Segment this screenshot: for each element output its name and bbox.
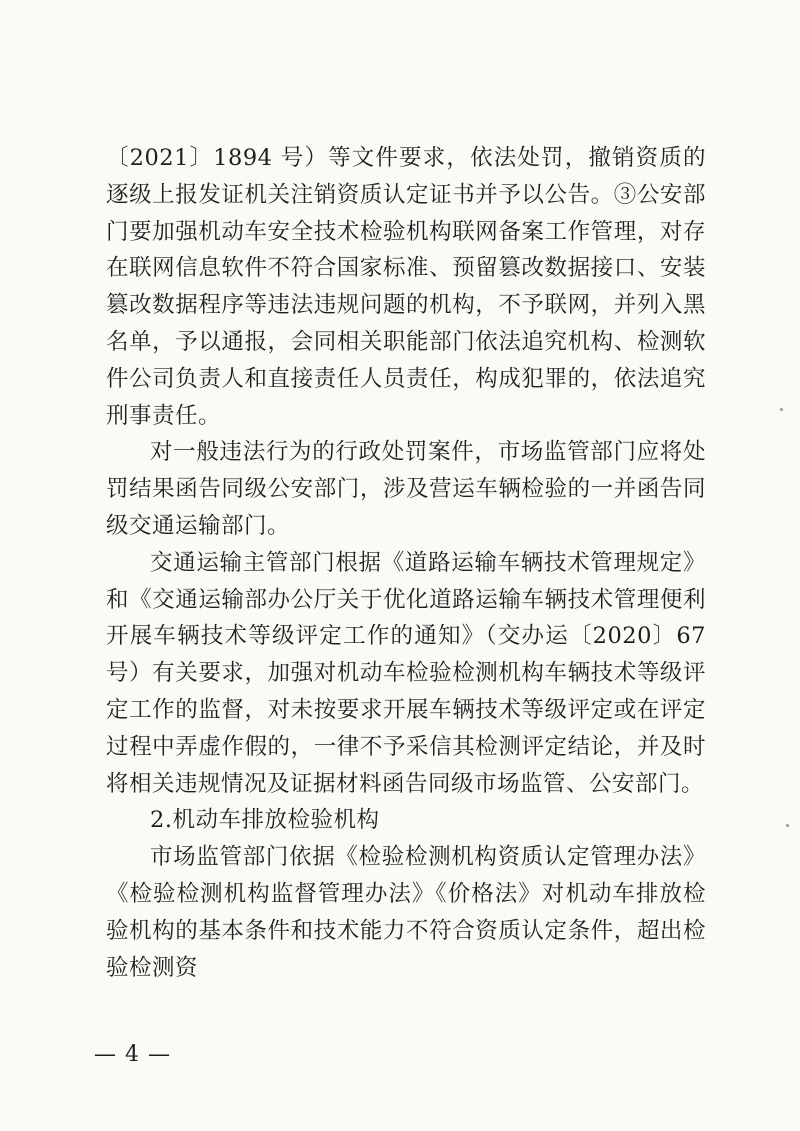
- scan-speck: [780, 408, 783, 411]
- paragraph-administrative-penalty: 对一般违法行为的行政处罚案件，市场监管部门应将处罚结果函告同级公安部门，涉及营运车辆检验的一并函告同级交通运输部门。: [106, 439, 706, 539]
- document-body: [106, 140, 706, 986]
- paragraph-transport-authority: 交通运输主管部门根据《道路运输车辆技术管理规定》和《交通运输部办公厅关于优化道路运输车辆技术管理便利开展车辆技术等级评定工作的通知》（交办运〔2020〕67 号）有关要求，加强对机动车检验检测机构车辆技术等级评定工作的监督，对未按要求开展车辆技术等级评定或在评定过程中弄虚作假的，一律不予采信其检测评定结论，并及时将相关违规情况及证据材料函告同级市场监管、公安部门。: [106, 549, 706, 797]
- section-heading-emission-inspection: 2.机动车排放检验机构: [150, 807, 380, 834]
- scan-speck: [786, 824, 789, 827]
- page-number: — 4 —: [94, 1042, 171, 1067]
- paragraph-market-supervision: 市场监管部门依据《检验检测机构资质认定管理办法》《检验检测机构监督管理办法》《价格法》对机动车排放检验机构的基本条件和技术能力不符合资质认定条件，超出检验检测资: [106, 844, 706, 981]
- paragraph-penalties: 〔2021〕1894 号）等文件要求，依法处罚，撤销资质的逐级上报发证机关注销资质认定证书并予以公告。③公安部门要加强机动车安全技术检验机构联网备案工作管理，对存在联网信息软件不符合国家标准、预留篡改数据接口、安装篡改数据程序等违法违规问题的机构，不予联网，并列入黑名单，予以通报，会同相关职能部门依法追究机构、检测软件公司负责人和直接责任人员责任，构成犯罪的，依法追究刑事责任。: [106, 145, 706, 429]
